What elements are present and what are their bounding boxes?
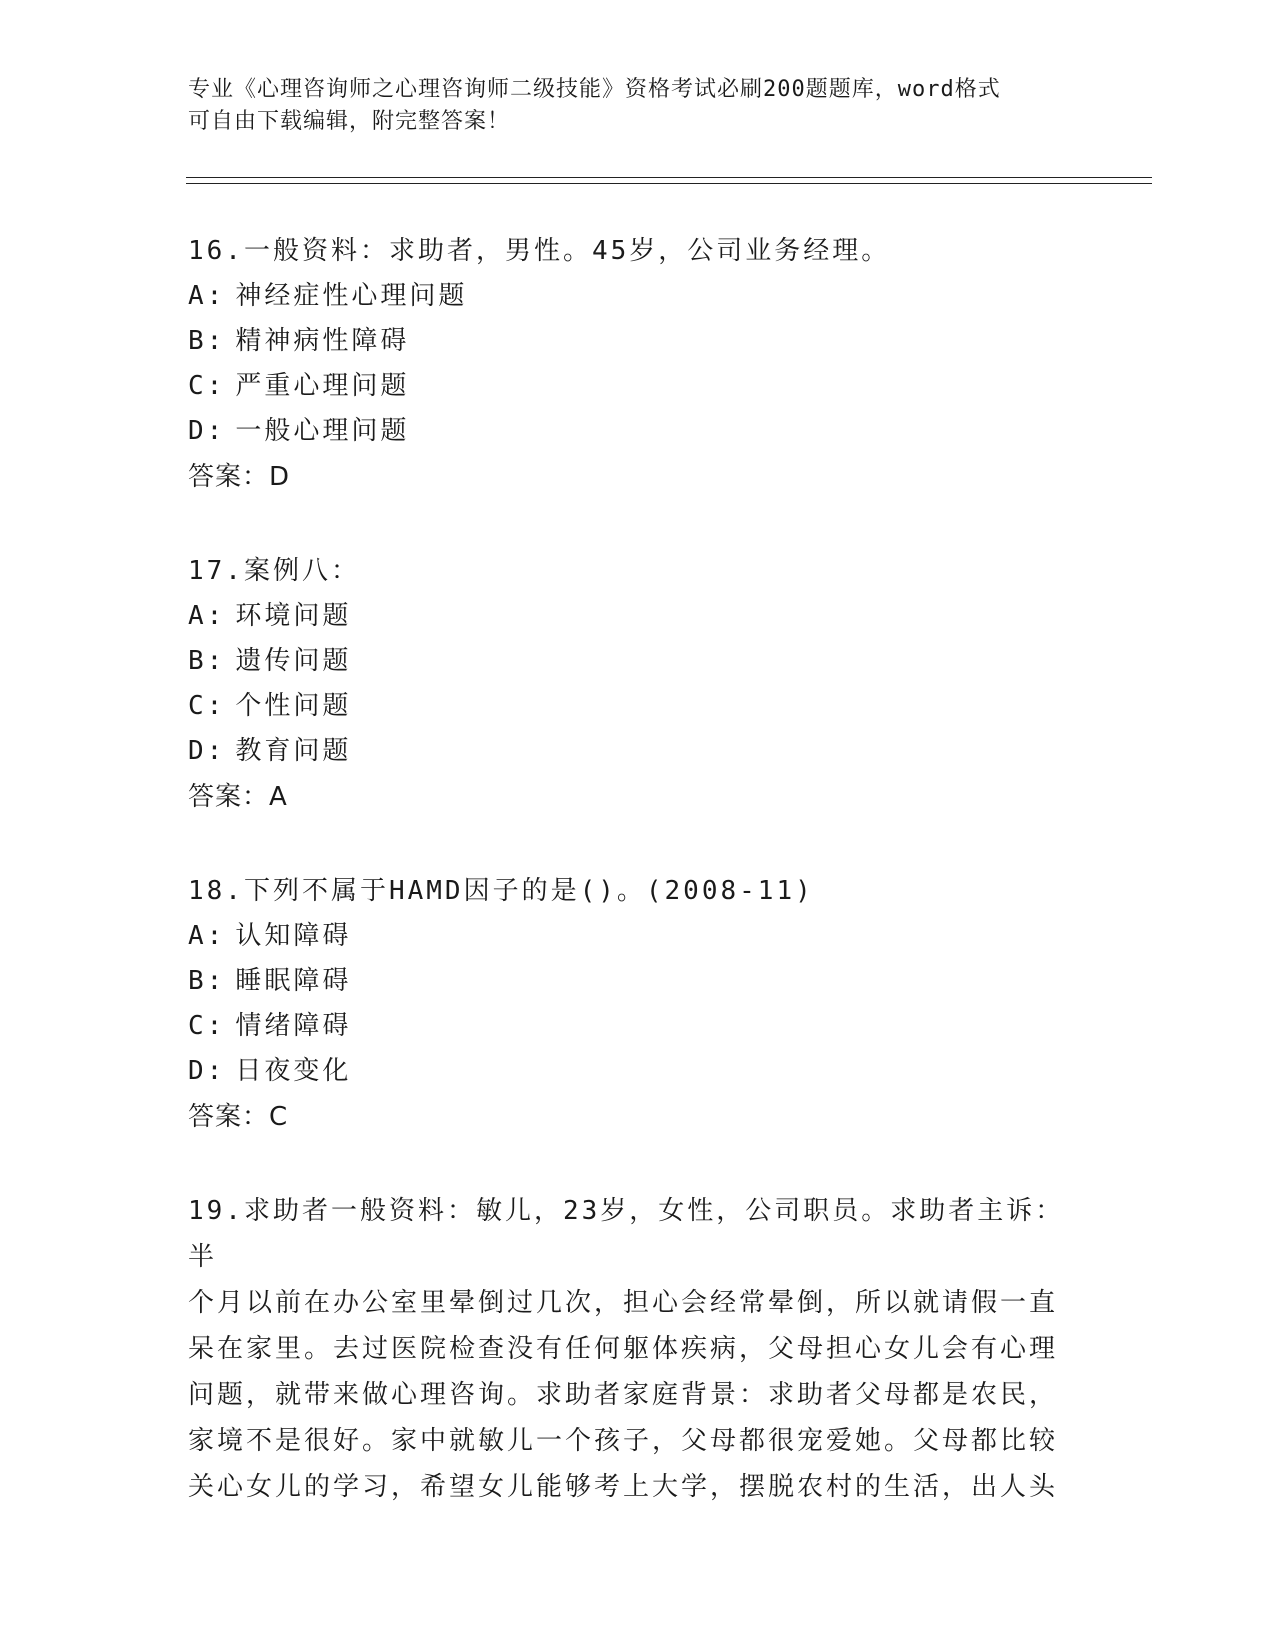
- option-b: [188, 639, 1088, 684]
- option-d: [188, 729, 1088, 774]
- option-text: 遗传问题: [235, 646, 352, 676]
- question-18: [188, 868, 1088, 1140]
- answer-key: 答案：A: [188, 782, 288, 812]
- option-text: 环境问题: [235, 601, 352, 631]
- option-label: C:: [188, 1011, 226, 1041]
- question-stem: 18.下列不属于HAMD因子的是()。(2008-11): [188, 876, 814, 906]
- option-c: [188, 364, 1088, 409]
- option-a: [188, 594, 1088, 639]
- option-b: [188, 959, 1088, 1004]
- option-label: B:: [188, 646, 226, 676]
- question-16: [188, 228, 1088, 500]
- option-text: 严重心理问题: [235, 371, 410, 401]
- question-stem-line: 呆在家里。去过医院检查没有任何躯体疾病，父母担心女儿会有心理: [188, 1334, 1059, 1364]
- option-d: [188, 409, 1088, 454]
- document-header: [188, 74, 1068, 138]
- option-text: 认知障碍: [235, 921, 352, 951]
- question-stem-line: 19.求助者一般资料：敏儿，23岁，女性，公司职员。求助者主诉：半: [188, 1196, 1065, 1272]
- option-label: A:: [188, 601, 226, 631]
- option-label: A:: [188, 921, 226, 951]
- option-label: D:: [188, 1056, 226, 1086]
- option-text: 神经症性心理问题: [235, 281, 468, 311]
- option-label: B:: [188, 326, 226, 356]
- header-line-1: 专业《心理咨询师之心理咨询师二级技能》资格考试必刷200题题库，word格式: [188, 77, 1001, 102]
- header-divider-top: [186, 177, 1152, 178]
- option-label: D:: [188, 736, 226, 766]
- option-d: [188, 1049, 1088, 1094]
- question-19: [188, 1188, 1088, 1510]
- option-a: [188, 274, 1088, 319]
- option-c: [188, 684, 1088, 729]
- option-text: 精神病性障碍: [235, 326, 410, 356]
- question-17: [188, 548, 1088, 820]
- option-text: 教育问题: [235, 736, 352, 766]
- header-line-2: 可自由下载编辑，附完整答案！: [188, 109, 511, 134]
- option-text: 情绪障碍: [235, 1011, 352, 1041]
- question-stem: 16.一般资料：求助者，男性。45岁，公司业务经理。: [188, 236, 891, 266]
- option-label: C:: [188, 691, 226, 721]
- option-b: [188, 319, 1088, 364]
- option-c: [188, 1004, 1088, 1049]
- option-text: 日夜变化: [235, 1056, 352, 1086]
- question-stem-line: 问题，就带来做心理咨询。求助者家庭背景：求助者父母都是农民，: [188, 1380, 1059, 1410]
- option-label: C:: [188, 371, 226, 401]
- question-stem-line: 家境不是很好。家中就敏儿一个孩子，父母都很宠爱她。父母都比较: [188, 1426, 1059, 1456]
- option-text: 个性问题: [235, 691, 352, 721]
- option-text: 睡眠障碍: [235, 966, 352, 996]
- option-label: A:: [188, 281, 226, 311]
- question-stem-line: 关心女儿的学习，希望女儿能够考上大学，摆脱农村的生活，出人头: [188, 1472, 1059, 1502]
- question-stem-line: 个月以前在办公室里晕倒过几次，担心会经常晕倒，所以就请假一直: [188, 1288, 1059, 1318]
- answer-key: 答案：C: [188, 1102, 289, 1132]
- header-divider-bottom: [186, 183, 1152, 184]
- option-label: D:: [188, 416, 226, 446]
- option-a: [188, 914, 1088, 959]
- question-stem: 17.案例八：: [188, 556, 360, 586]
- answer-key: 答案：D: [188, 462, 291, 492]
- option-text: 一般心理问题: [235, 416, 410, 446]
- option-label: B:: [188, 966, 226, 996]
